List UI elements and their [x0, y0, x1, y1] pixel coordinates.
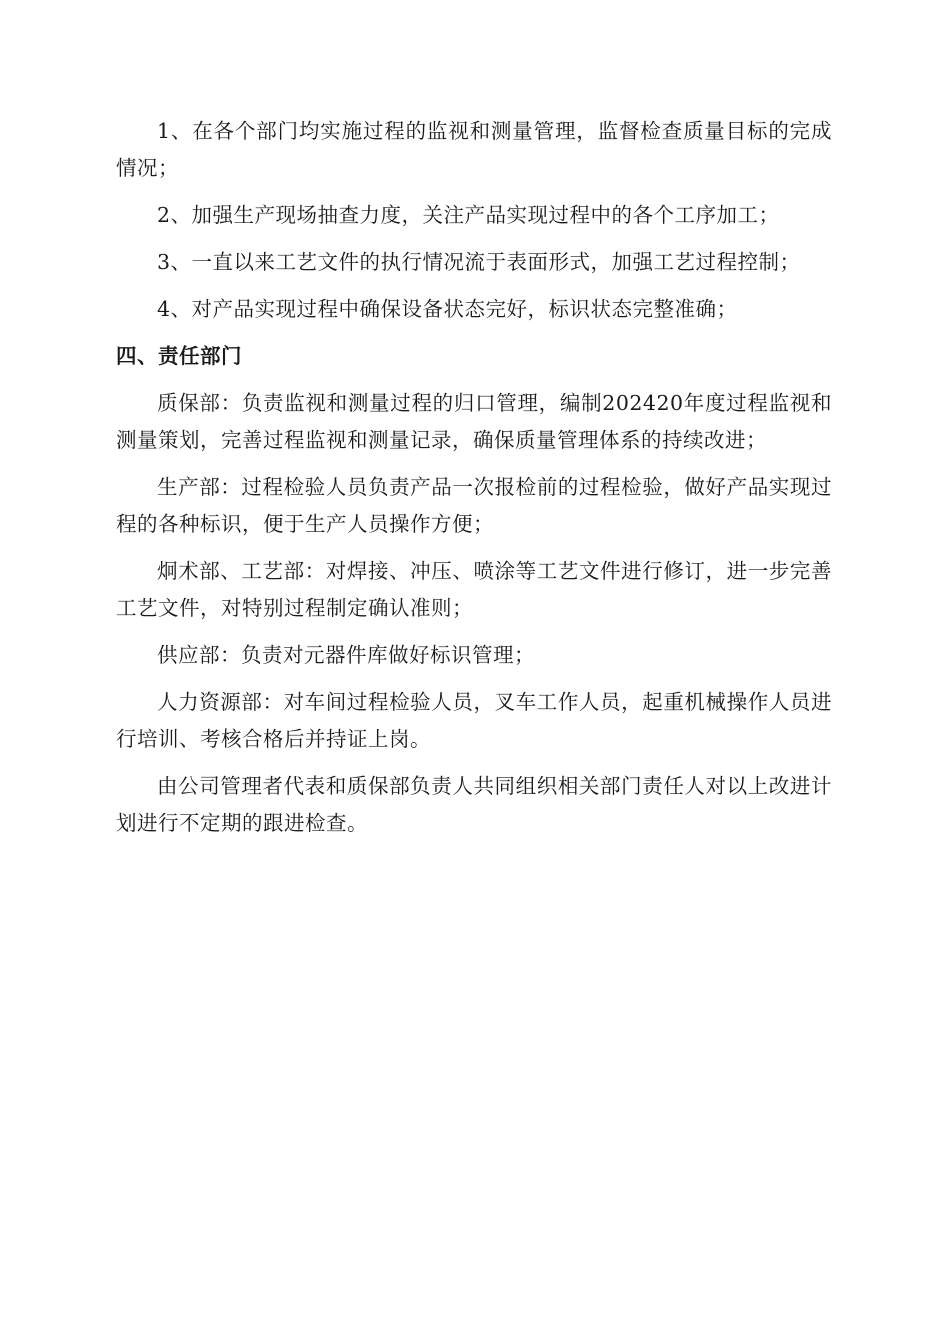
- measure-item-2: 2、加强生产现场抽查力度，关注产品实现过程中的各个工序加工；: [157, 203, 780, 227]
- section-heading-responsible-departments: 四、责任部门: [116, 344, 242, 368]
- dept-quality-assurance: 质保部：负责监视和测量过程的归口管理，编制202420年度过程监视和测量策划，完善过程监视和测量记录，确保质量管理体系的持续改进；: [116, 391, 832, 452]
- follow-up-inspection: 由公司管理者代表和质保部负责人共同组织相关部门责任人对以上改进计划进行不定期的跟进检查。: [116, 774, 832, 835]
- measure-item-3: 3、一直以来工艺文件的执行情况流于表面形式，加强工艺过程控制；: [157, 250, 801, 274]
- dept-production: 生产部：过程检验人员负责产品一次报检前的过程检验，做好产品实现过程的各种标识，便于生产人员操作方便；: [116, 475, 832, 536]
- dept-supply: 供应部：负责对元器件库做好标识管理；: [157, 643, 535, 667]
- document-body: [116, 113, 832, 852]
- dept-technology-process: 炯术部、工艺部：对焊接、冲压、喷涂等工艺文件进行修订，进一步完善工艺文件，对特别过程制定确认准则；: [116, 559, 832, 620]
- dept-human-resources: 人力资源部：对车间过程检验人员，叉车工作人员，起重机械操作人员进行培训、考核合格后并持证上岗。: [116, 690, 832, 751]
- measure-item-1: 1、在各个部门均实施过程的监视和测量管理，监督检查质量目标的完成情况；: [116, 119, 832, 180]
- measure-item-4: 4、对产品实现过程中确保设备状态完好，标识状态完整准确；: [157, 297, 738, 321]
